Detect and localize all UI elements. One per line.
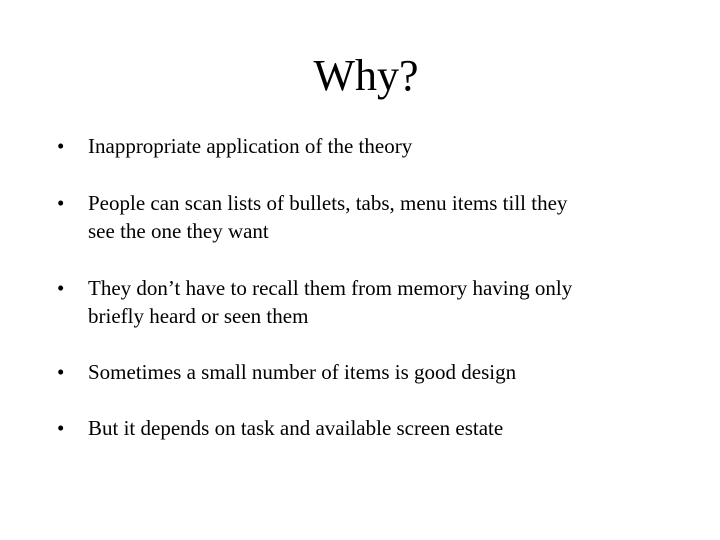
bullet-text: Sometimes a small number of items is good design [88, 360, 517, 384]
bullet-item [57, 358, 657, 386]
bullet-text: People can scan lists of bullets, tabs, menu items till they see the one they want [88, 191, 568, 243]
bullet-text: But it depends on task and available screen estate [88, 416, 504, 440]
bullet-icon: • [57, 360, 65, 384]
slide-title: Why? [313, 51, 419, 100]
bullet-icon: • [57, 191, 65, 215]
bullet-text: Inappropriate application of the theory [88, 134, 413, 158]
bullet-item [57, 414, 657, 442]
bullet-item [57, 274, 657, 330]
bullet-icon: • [57, 416, 65, 440]
bullet-icon: • [57, 134, 65, 158]
bullet-item [57, 189, 657, 245]
bullet-text: They don’t have to recall them from memory having only briefly heard or seen them [88, 276, 573, 328]
bullet-icon: • [57, 276, 65, 300]
bullet-item [57, 132, 657, 160]
